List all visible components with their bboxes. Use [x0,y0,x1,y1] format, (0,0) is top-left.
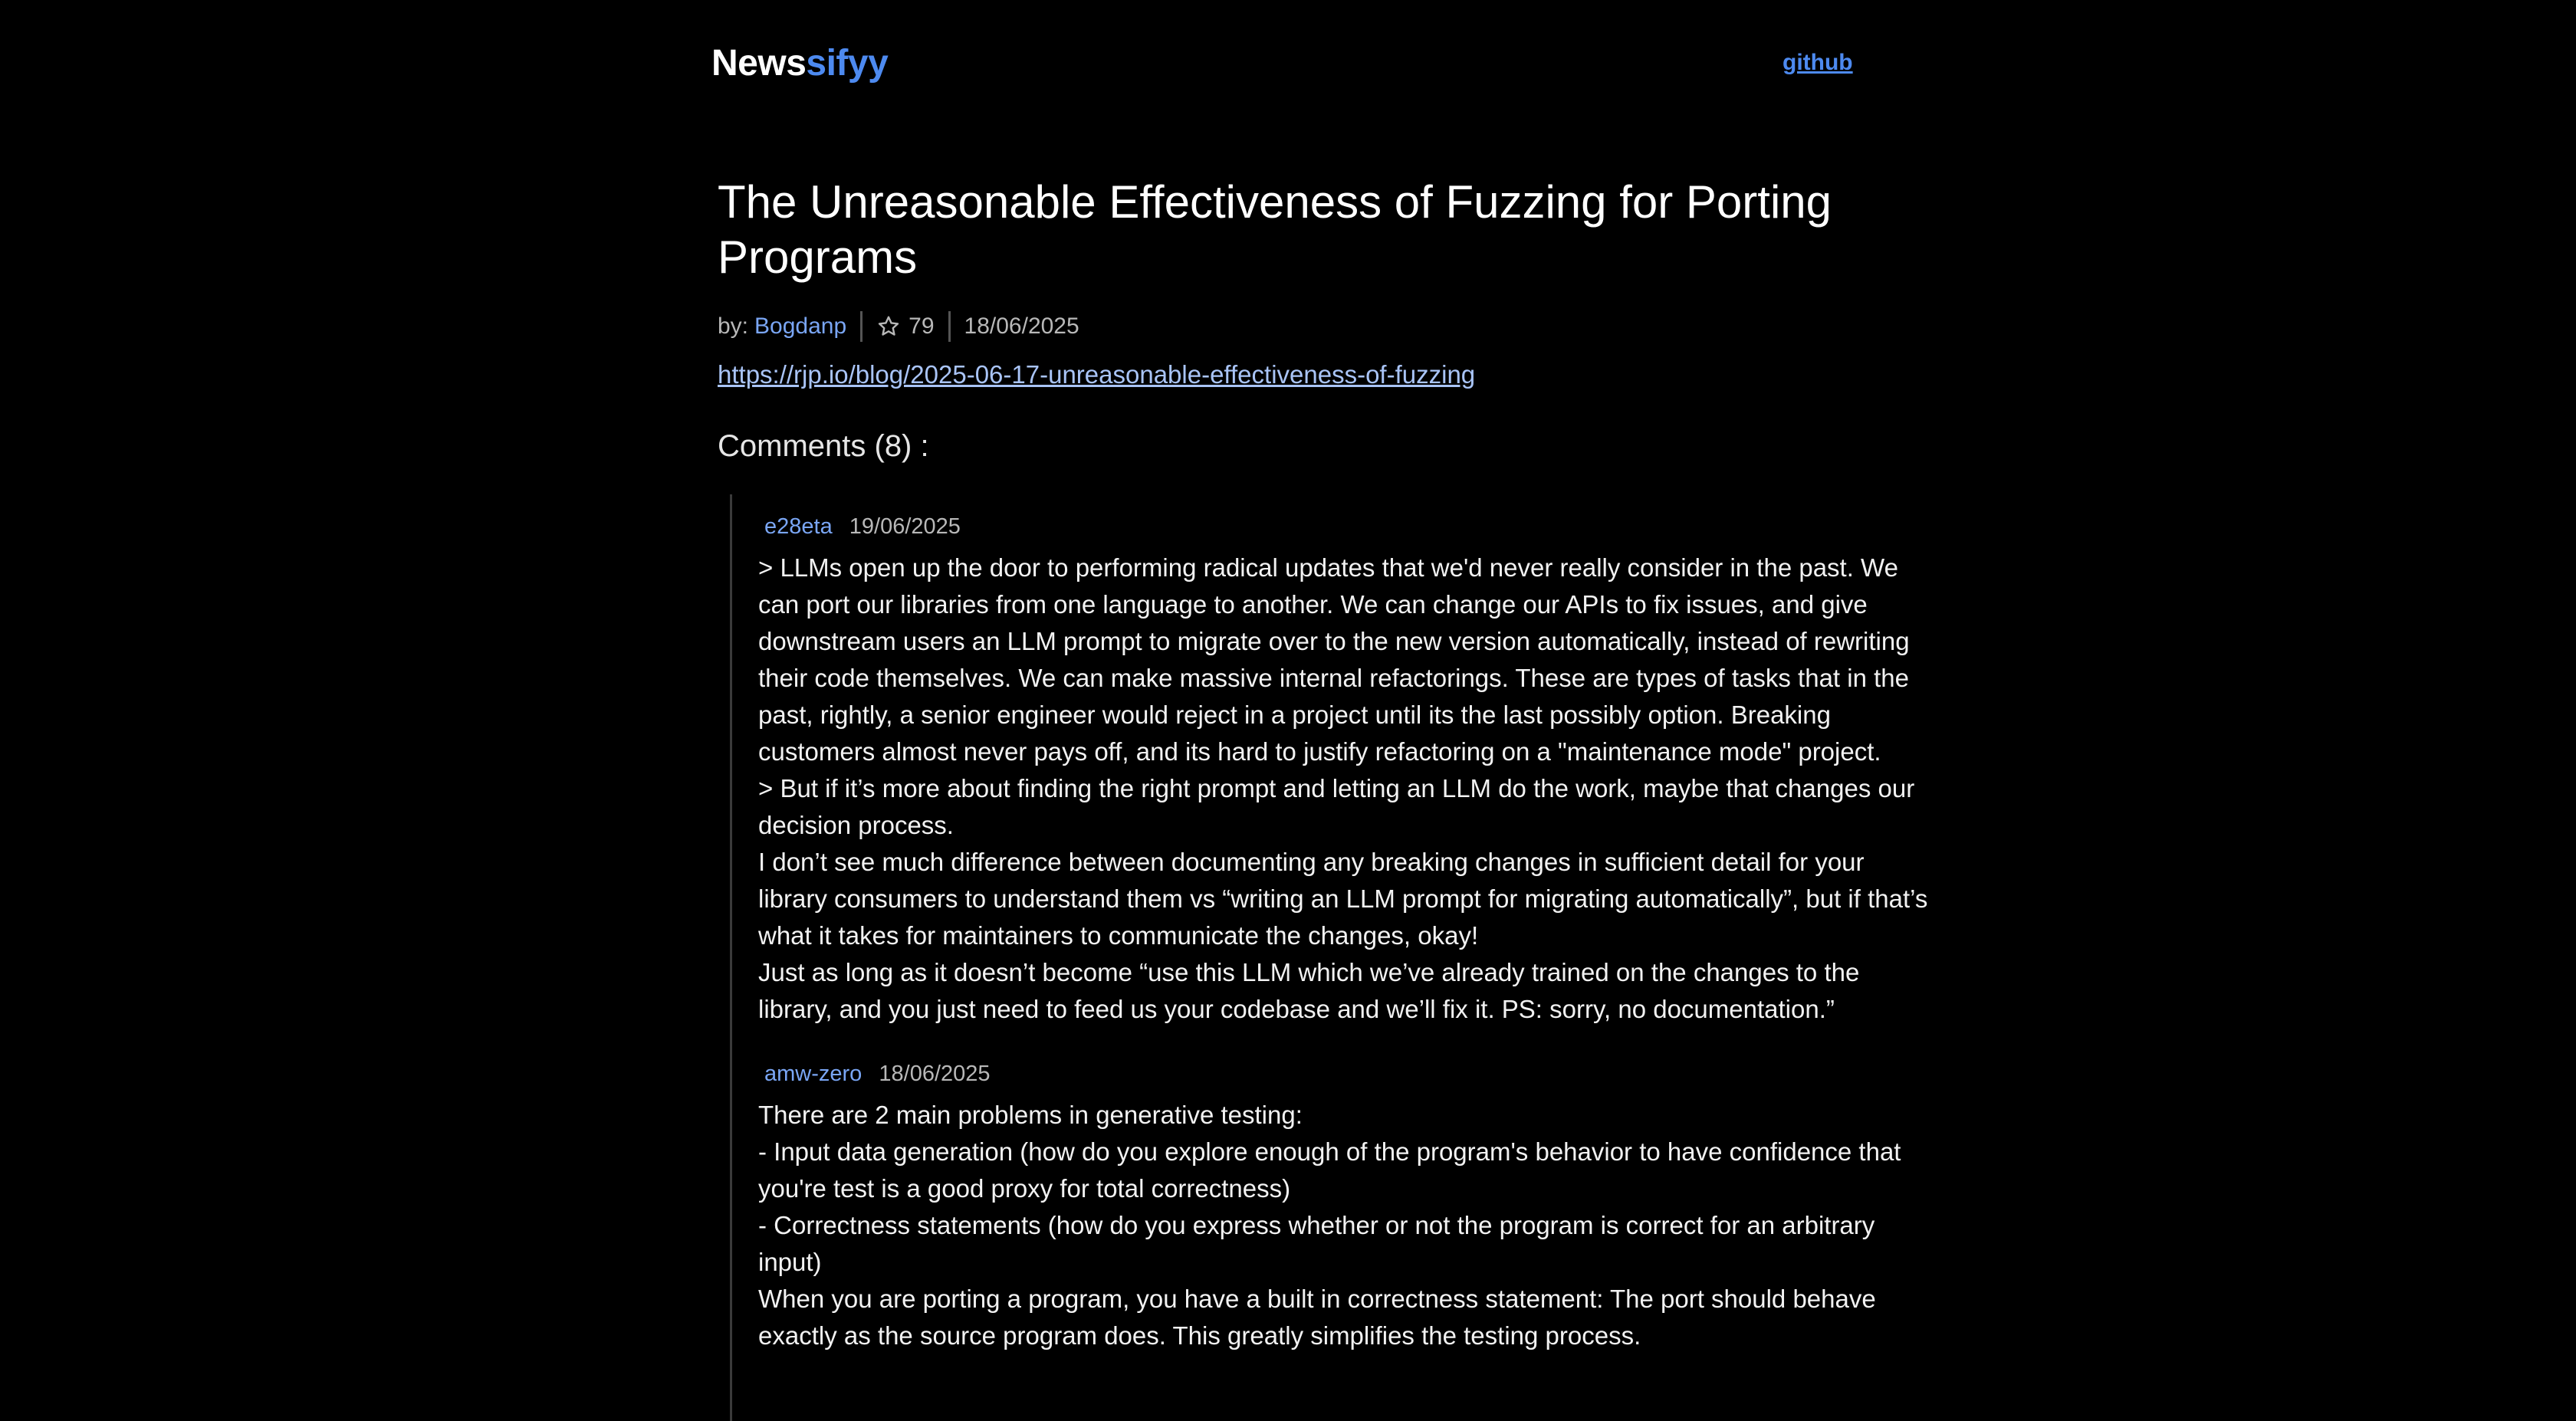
star-icon [876,314,901,339]
article-url[interactable]: https://rjp.io/blog/2025-06-17-unreasonable-effectiveness-of-fuzzing [718,360,1476,389]
logo-text-news: News [711,43,807,84]
comment-user[interactable]: e28eta [764,514,833,539]
article-date: 18/06/2025 [964,313,1079,339]
comment-paragraph: - Input data generation (how do you explore enough of the program's behavior to have confidence that you're test is a good proxy for total correctness) [758,1137,1901,1203]
comment-paragraph: > But if it’s more about finding the right prompt and letting an LLM do the work, maybe that changes our decision process. [758,774,1915,839]
article-meta [718,310,1914,343]
site-header [711,38,1852,92]
logo-text-sifyy: sifyy [806,43,889,84]
comment-user[interactable]: amw-zero [764,1062,863,1086]
comment [758,510,1939,1028]
site-logo[interactable] [711,38,888,89]
comment-paragraph: Just as long as it doesn’t become “use this LLM which we’ve already trained on the changes to the library, and you just need to feed us your codebase and we’ll fix it. PS: sorry, no documentation.” [758,958,1860,1023]
article-title: The Unreasonable Effectiveness of Fuzzing for Porting Programs [718,176,1832,283]
github-link[interactable]: github [1783,50,1853,75]
comment-meta [764,1057,1939,1091]
comment-paragraph: > LLMs open up the door to performing radical updates that we'd never really consider in the past. We can port our libraries from one language to another. We can change our APIs to fix issues, and give downstream users an LLM prompt to migrate over to the new version automatically, instead of rewriting their code themselves. We can make massive internal refactorings. These are types of tasks that in the past, rightly, a senior engineer would reject in a project until its the last possibly option. Breaking customers almost never pays off, and its hard to justify refactoring on a "maintenance mode" project. [758,553,1910,766]
comment-meta [764,510,1939,543]
article [718,175,1914,468]
meta-divider [860,311,863,342]
author-link[interactable]: Bogdanp [754,313,847,339]
comment-body [758,1097,1939,1354]
meta-divider [948,311,951,342]
comment-paragraph: - Correctness statements (how do you express whether or not the program is correct for an arbitrary input) [758,1211,1875,1276]
comment-body [758,550,1939,1028]
comment-paragraph: When you are porting a program, you have a built in correctness statement: The port should behave exactly as the source program does. This greatly simplifies the testing process. [758,1285,1876,1350]
comments-heading: Comments (8) : [718,429,929,463]
by-label: by: [718,313,749,339]
comment-date: 18/06/2025 [879,1062,991,1086]
comment [758,1057,1939,1354]
comment-date: 19/06/2025 [849,514,961,539]
comment-paragraph: There are 2 main problems in generative testing: [758,1101,1303,1129]
score: 79 [909,313,935,339]
comments-thread [730,494,1939,1421]
comment-paragraph: I don’t see much difference between documenting any breaking changes in sufficient detail for your library consumers to understand them vs “writing an LLM prompt for migrating automatically”, but if that’s what it takes for maintainers to communicate the changes, okay! [758,848,1928,950]
